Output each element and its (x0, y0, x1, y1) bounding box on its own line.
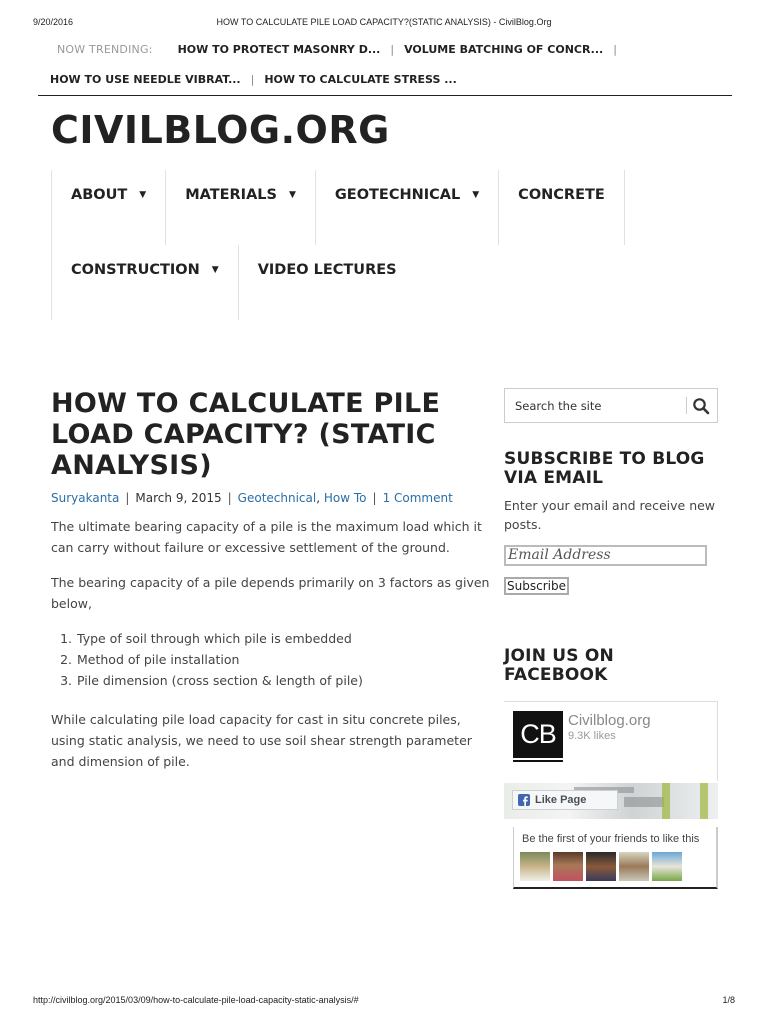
trending-link[interactable]: HOW TO CALCULATE STRESS ... (264, 73, 457, 86)
nav-item-label: GEOTECHNICAL (334, 187, 461, 203)
avatar[interactable] (652, 852, 682, 881)
trending-link[interactable]: HOW TO USE NEEDLE VIBRAT... (50, 73, 241, 86)
search-box[interactable] (504, 388, 718, 423)
avatar[interactable] (553, 852, 583, 881)
paragraph: While calculating pile load capacity for cast in situ concrete piles, using static analysis, we need to use soil shear strength parameter and dimension of pile. (51, 712, 472, 769)
nav-item-materials[interactable] (165, 170, 315, 245)
fb-friends-text: Be the first of your friends to like this (522, 833, 700, 845)
post-date: March 9, 2015 (135, 491, 222, 505)
factors-list (76, 628, 495, 691)
cover-detail (700, 783, 708, 819)
caret-down-icon: ▼ (288, 190, 296, 200)
fb-page-name[interactable]: Civilblog.org (568, 712, 651, 729)
article (51, 388, 495, 772)
print-date: 9/20/2016 (33, 17, 74, 27)
meta-separator: | (125, 491, 130, 505)
category-link[interactable]: How To (323, 491, 367, 505)
nav-row (51, 170, 605, 245)
nav-item-label: ABOUT (71, 187, 128, 203)
category-link[interactable]: Geotechnical (237, 491, 317, 505)
trending-label: NOW TRENDING: (57, 43, 153, 56)
trending-separator: | (613, 43, 617, 56)
search-input[interactable]: Search the site (515, 399, 602, 413)
nav-item-concrete[interactable] (498, 170, 625, 245)
page-logo[interactable]: CB (513, 711, 563, 758)
print-url: http://civilblog.org/2015/03/09/how-to-calculate-pile-load-capacity-static-analysis/# (33, 995, 359, 1005)
like-page-label: Like Page (535, 794, 587, 806)
trending-bar (38, 36, 732, 96)
search-icon[interactable] (692, 397, 710, 415)
paragraph: The ultimate bearing capacity of a pile is the maximum load which it can carry without failure or excessive settlement of the ground. (51, 519, 482, 555)
facebook-icon (518, 794, 530, 806)
site-title[interactable]: CIVILBLOG.ORG (51, 108, 390, 152)
nav-row (51, 245, 591, 320)
meta-separator: | (227, 491, 232, 505)
caret-down-icon: ▼ (139, 190, 147, 200)
fb-likes-count: 9.3K likes (568, 730, 616, 742)
author-link[interactable]: Suryakanta (51, 491, 120, 505)
print-header (33, 17, 735, 29)
facebook-widget (504, 701, 718, 891)
post-title: HOW TO CALCULATE PILE LOAD CAPACITY? (STATIC ANALYSIS) (51, 388, 441, 481)
caret-down-icon: ▼ (211, 265, 219, 275)
subscribe-description: Enter your email and receive new posts. (504, 498, 716, 532)
avatar[interactable] (520, 852, 550, 881)
logo-underline (513, 760, 563, 762)
nav-item-label: CONCRETE (518, 187, 605, 203)
subscribe-title: SUBSCRIBE TO BLOG VIA EMAIL (504, 449, 705, 488)
trending-link[interactable]: HOW TO PROTECT MASONRY D... (177, 43, 381, 56)
list-item: 2. Method of pile installation (76, 649, 495, 670)
comments-link[interactable]: 1 Comment (382, 491, 453, 505)
paragraph: The bearing capacity of a pile depends primarily on 3 factors as given below, (51, 575, 490, 611)
list-item: 1. Type of soil through which pile is embedded (76, 628, 495, 649)
subscribe-button[interactable]: Subscribe (504, 577, 569, 595)
print-page-number: 1/8 (722, 995, 735, 1005)
search-divider (686, 397, 687, 414)
cover-detail (662, 783, 670, 819)
print-title: HOW TO CALCULATE PILE LOAD CAPACITY?(STATIC ANALYSIS) - CivilBlog.Org (216, 17, 552, 27)
list-item: 3. Pile dimension (cross section & length of pile) (76, 670, 495, 691)
meta-separator: | (372, 491, 377, 505)
facebook-title: JOIN US ON FACEBOOK (504, 646, 614, 685)
nav-item-label: CONSTRUCTION (71, 262, 200, 278)
nav-item-label: VIDEO LECTURES (257, 262, 397, 278)
friend-avatars (520, 852, 682, 881)
fb-cover-photo (504, 783, 718, 819)
trending-line-2 (38, 73, 457, 86)
fb-friends (513, 827, 718, 889)
trending-separator: | (390, 43, 395, 56)
fb-header (504, 701, 718, 781)
trending-separator: | (250, 73, 255, 86)
main-nav (51, 170, 605, 320)
category-separator: , (316, 491, 321, 505)
email-field[interactable]: Email Address (504, 545, 707, 566)
sidebar (504, 388, 718, 891)
nav-item-about[interactable] (51, 170, 165, 245)
trending-link[interactable]: VOLUME BATCHING OF CONCR... (404, 43, 604, 56)
nav-item-label: MATERIALS (185, 187, 277, 203)
like-page-button[interactable] (512, 790, 618, 810)
nav-item-video-lectures[interactable] (238, 245, 397, 320)
caret-down-icon: ▼ (472, 190, 480, 200)
avatar[interactable] (619, 852, 649, 881)
cover-detail (624, 797, 664, 807)
nav-item-construction[interactable] (51, 245, 238, 320)
avatar[interactable] (586, 852, 616, 881)
trending-line-1 (38, 43, 627, 56)
nav-item-geotechnical[interactable] (315, 170, 498, 245)
post-meta (51, 491, 495, 505)
